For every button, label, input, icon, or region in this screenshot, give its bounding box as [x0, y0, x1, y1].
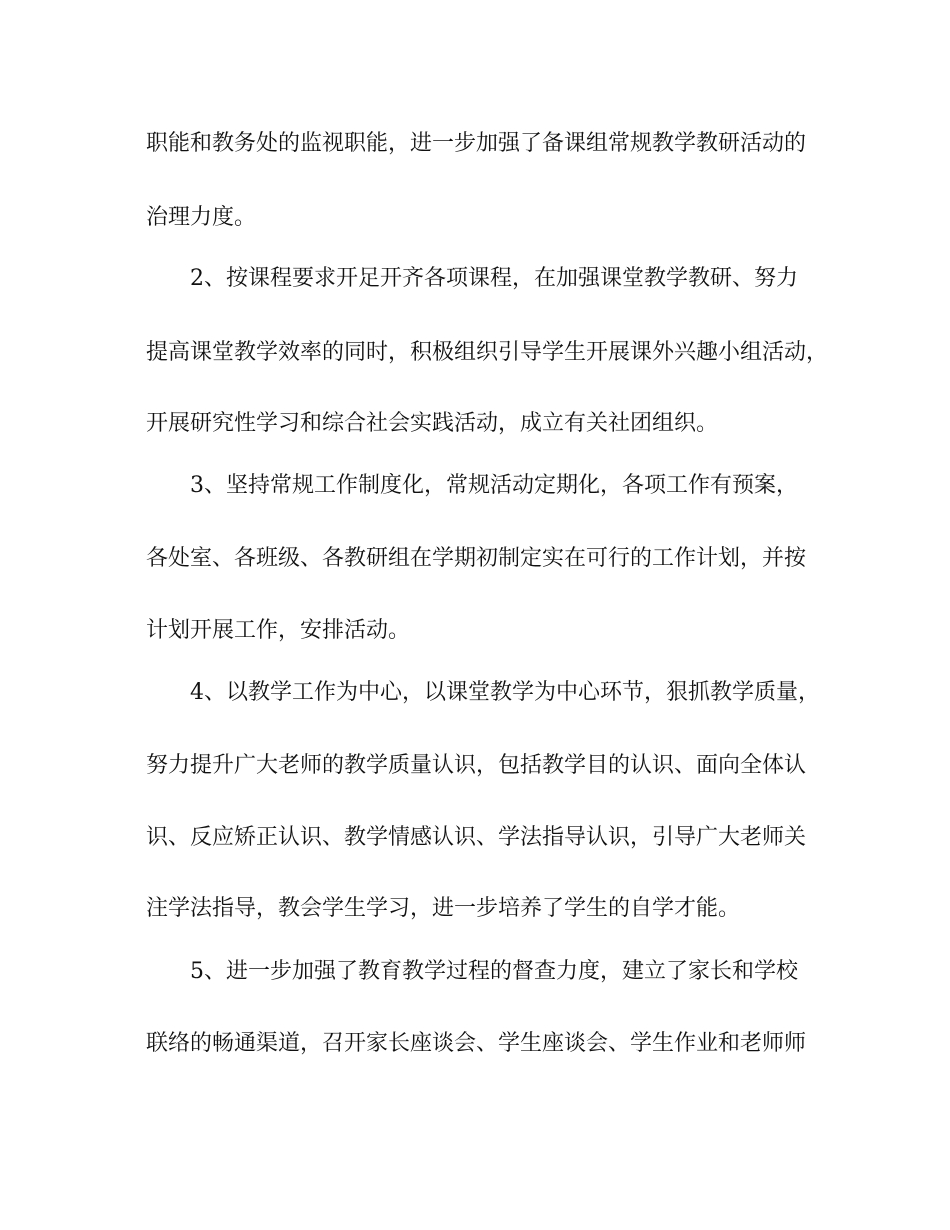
text-line: 职能和教务处的监视职能，进一步加强了备课组常规教学教研活动的 — [146, 131, 807, 156]
paragraph-3-first-line: 3、坚持常规工作制度化，常规活动定期化，各项工作有预案， — [190, 473, 798, 498]
text-line: 提高课堂教学效率的同时，积极组织引导学生开展课外兴趣小组活动， — [146, 340, 829, 365]
text-line: 各处室、各班级、各教研组在学期初制定实在可行的工作计划，并按 — [146, 546, 807, 571]
text-line: 联络的畅通渠道，召开家长座谈会、学生座谈会、学生作业和老师师 — [146, 1031, 807, 1056]
text-line: 计划开展工作，安排活动。 — [146, 618, 411, 643]
text-line: 注学法指导，教会学生学习，进一步培养了学生的自学才能。 — [146, 896, 741, 921]
paragraph-2-first-line: 2、按课程要求开足开齐各项课程，在加强课堂教学教研、努力 — [190, 266, 798, 291]
text-line: 努力提升广大老师的教学质量认识，包括教学目的认识、面向全体认 — [146, 753, 807, 778]
paragraph-5-first-line: 5、进一步加强了教育教学过程的督查力度，建立了家长和学校 — [190, 959, 798, 984]
text-line: 治理力度。 — [146, 205, 257, 230]
paragraph-4-first-line: 4、以教学工作为中心，以课堂教学为中心环节，狠抓教学质量， — [190, 680, 820, 705]
text-line: 识、反应矫正认识、教学情感认识、学法指导认识，引导广大老师关 — [146, 825, 807, 850]
text-line: 开展研究性学习和综合社会实践活动，成立有关社团组织。 — [146, 411, 719, 436]
